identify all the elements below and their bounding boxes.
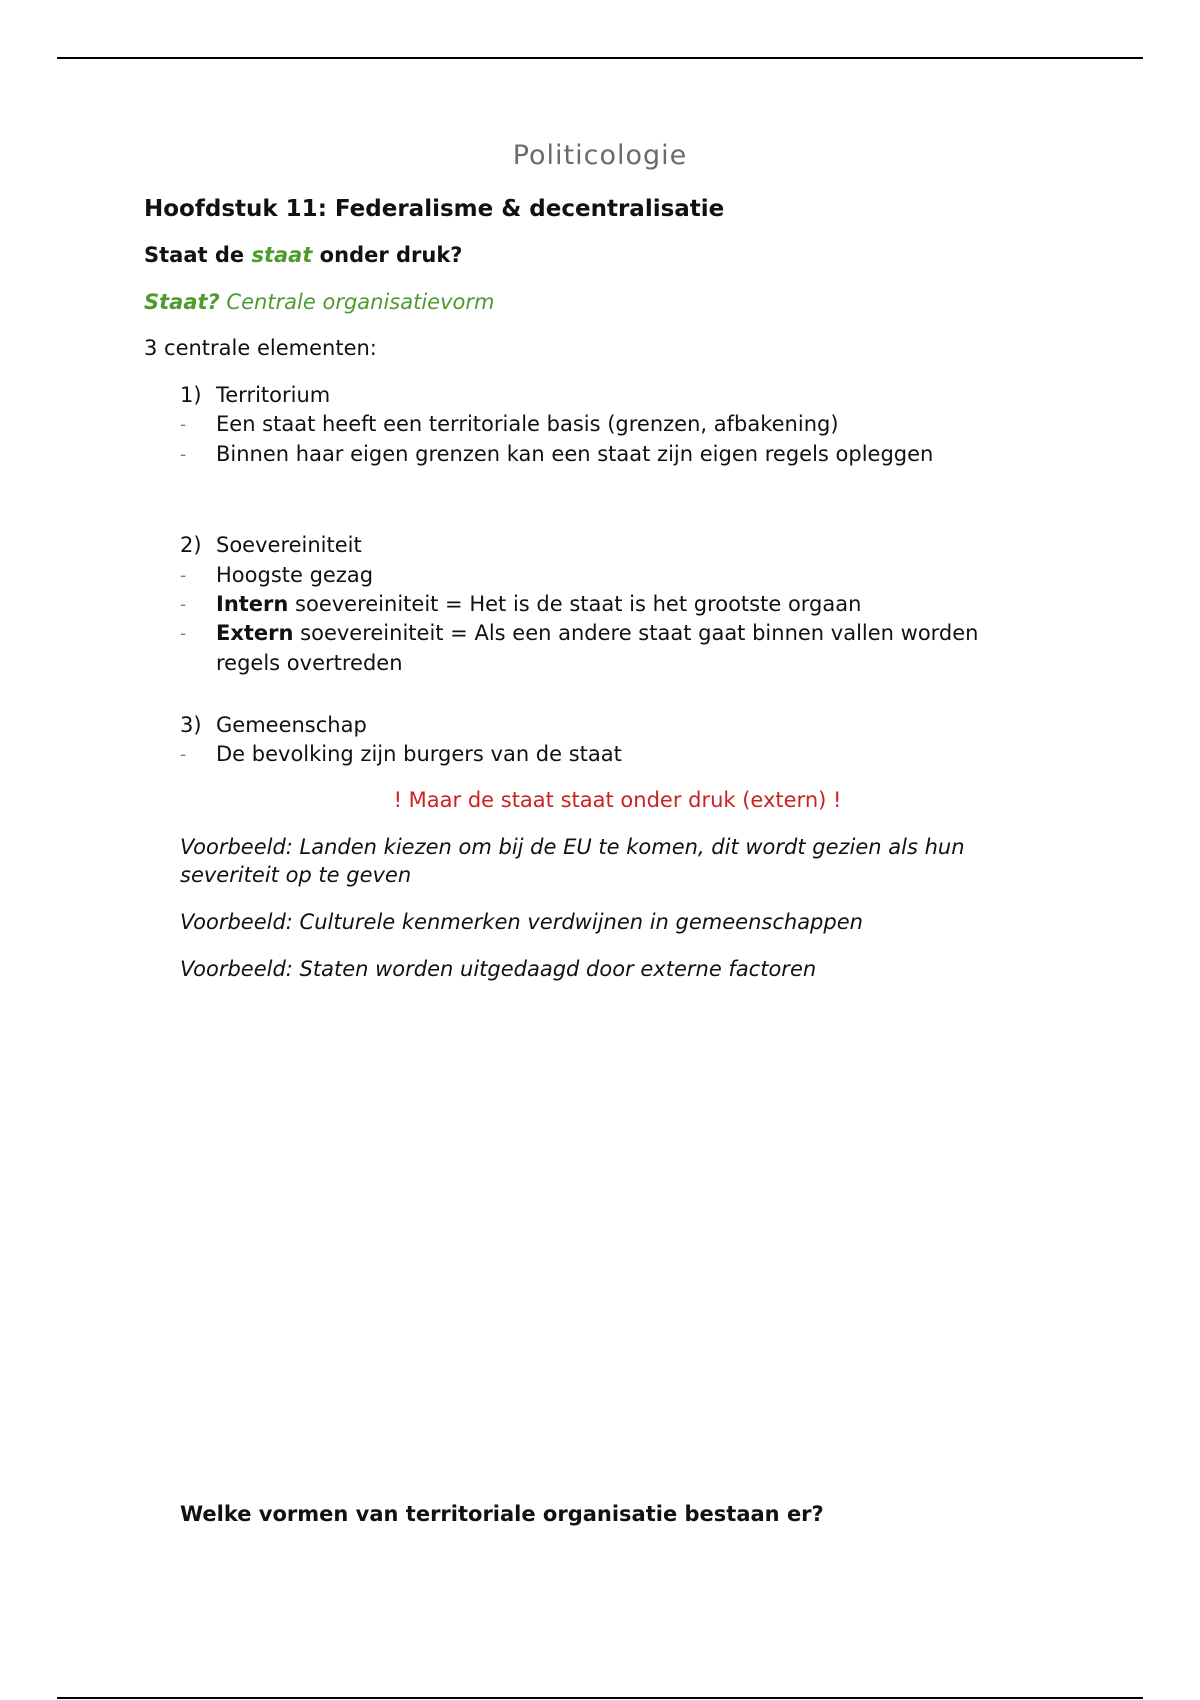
- list-number: 1): [180, 383, 202, 407]
- list-item-title: Gemeenschap: [216, 713, 367, 737]
- section-question: Staat de staat onder druk?: [144, 243, 463, 267]
- chapter-heading: Hoofdstuk 11: Federalisme & decentralisatie: [144, 196, 725, 222]
- example-line: Voorbeeld: Landen kiezen om bij de EU te komen, dit wordt gezien als hun: [180, 835, 965, 859]
- section-question: Welke vormen van territoriale organisatie bestaan er?: [180, 1502, 824, 1526]
- example-line: Voorbeeld: Staten worden uitgedaagd door externe factoren: [180, 957, 817, 981]
- definition-text: Centrale organisatievorm: [219, 290, 495, 314]
- bullet-dash: -: [180, 566, 187, 586]
- bullet-dash: -: [180, 624, 187, 644]
- example-line: Voorbeeld: Culturele kenmerken verdwijnen in gemeenschappen: [180, 910, 863, 934]
- list-item-continuation: regels overtreden: [216, 651, 403, 675]
- list-number: 3): [180, 713, 202, 737]
- header-rule: [57, 57, 1143, 59]
- bullet-dash: -: [180, 595, 187, 615]
- list-item-title: Soevereiniteit: [216, 533, 362, 557]
- list-item-title: Territorium: [216, 383, 331, 407]
- list-item: Extern soevereiniteit = Als een andere staat gaat binnen vallen worden: [216, 621, 979, 645]
- example-line: severiteit op te geven: [180, 863, 412, 887]
- bullet-dash: -: [180, 415, 187, 435]
- list-item: De bevolking zijn burgers van de staat: [216, 742, 622, 766]
- document-title: Politicologie: [512, 140, 688, 171]
- list-item: Intern soevereiniteit = Het is de staat is het grootste orgaan: [216, 592, 862, 616]
- list-item: Binnen haar eigen grenzen kan een staat zijn eigen regels opleggen: [216, 442, 934, 466]
- bullet-dash: -: [180, 445, 187, 465]
- list-item: Een staat heeft een territoriale basis (grenzen, afbakening): [216, 412, 839, 436]
- intro-text: 3 centrale elementen:: [144, 336, 377, 360]
- emphasis-word: staat: [251, 243, 313, 267]
- footer-rule: [57, 1697, 1143, 1699]
- warning-note: ! Maar de staat staat onder druk (extern) !: [393, 788, 842, 812]
- list-number: 2): [180, 533, 202, 557]
- definition-line: [144, 290, 494, 314]
- list-item: Hoogste gezag: [216, 563, 374, 587]
- bullet-dash: -: [180, 745, 187, 765]
- definition-term: Staat?: [144, 290, 220, 314]
